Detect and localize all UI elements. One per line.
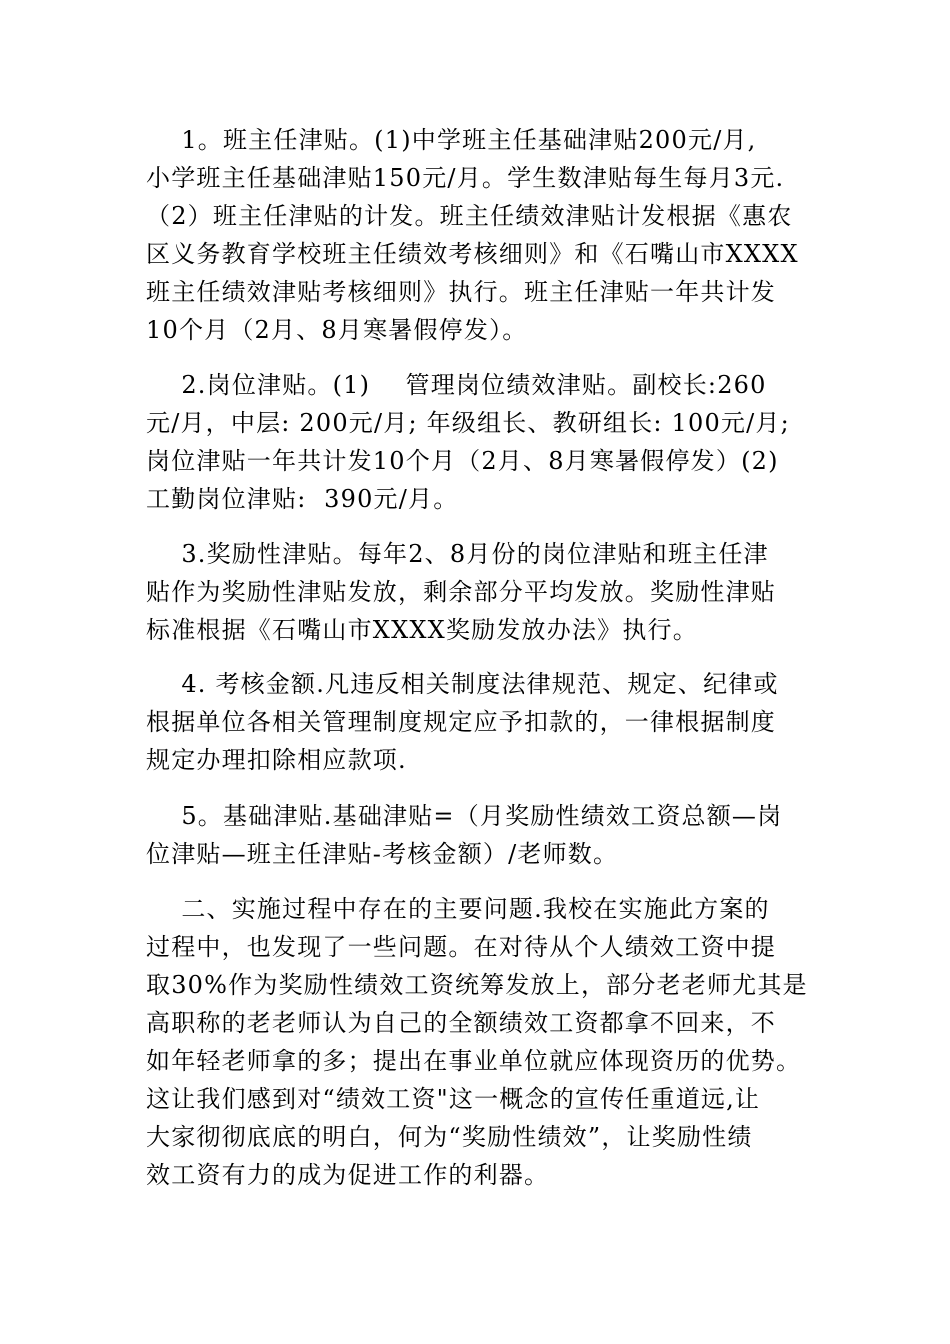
text-line: 元/月，中层: 200元/月; 年级组长、教研组长: 100元/月; bbox=[146, 409, 790, 437]
text-line: 5。基础津贴.基础津贴=（月奖励性绩效工资总额—岗 bbox=[146, 802, 783, 830]
text-line: 小学班主任基础津贴150元/月。学生数津贴每生每月3元. bbox=[146, 164, 785, 192]
text-line: 岗位津贴一年共计发10个月（2月、8月寒暑假停发）(2) bbox=[146, 447, 779, 475]
paragraph-position-allowance bbox=[146, 366, 818, 518]
text-line: 位津贴—班主任津贴-考核金额）/老师数。 bbox=[146, 840, 619, 868]
text-line: 班主任绩效津贴考核细则》执行。班主任津贴一年共计发 bbox=[146, 278, 776, 306]
text-line: 如年轻老师拿的多；提出在事业单位就应体现资历的优势。 bbox=[146, 1047, 802, 1075]
text-line: 取30%作为奖励性绩效工资统筹发放上，部分老老师尤其是 bbox=[146, 971, 808, 999]
text-line: 区义务教育学校班主任绩效考核细则》和《石嘴山市XXXX bbox=[146, 240, 799, 268]
text-line: 这让我们感到对“绩效工资"这一概念的宣传任重道远,让 bbox=[146, 1085, 761, 1113]
paragraph-assessment-amount bbox=[146, 665, 818, 779]
text-line: 工勤岗位津贴: 390元/月。 bbox=[146, 485, 459, 513]
paragraph-incentive-allowance bbox=[146, 535, 818, 649]
text-line: 大家彻彻底底的明白，何为“奖励性绩效”，让奖励性绩 bbox=[146, 1123, 753, 1151]
text-line: 规定办理扣除相应款项. bbox=[146, 746, 407, 774]
text-line: 根据单位各相关管理制度规定应予扣款的，一律根据制度 bbox=[146, 708, 776, 736]
paragraph-basic-allowance bbox=[146, 797, 818, 873]
text-line: 效工资有力的成为促进工作的利器。 bbox=[146, 1161, 550, 1189]
text-line: 3.奖励性津贴。每年2、8月份的岗位津贴和班主任津 bbox=[146, 540, 769, 568]
text-line: （2）班主任津贴的计发。班主任绩效津贴计发根据《惠农 bbox=[146, 202, 793, 230]
text-line: 4. 考核金额.凡违反相关制度法律规范、规定、纪律或 bbox=[146, 670, 779, 698]
text-line: 二、实施过程中存在的主要问题.我校在实施此方案的 bbox=[146, 895, 770, 923]
text-line: 1。班主任津贴。(1)中学班主任基础津贴200元/月, bbox=[146, 126, 757, 154]
paragraph-class-teacher-allowance bbox=[146, 121, 818, 349]
text-line: 高职称的老老师认为自己的全额绩效工资都拿不回来，不 bbox=[146, 1009, 776, 1037]
text-line: 10个月（2月、8月寒暑假停发）。 bbox=[146, 316, 528, 344]
text-line: 贴作为奖励性津贴发放，剩余部分平均发放。奖励性津贴 bbox=[146, 578, 776, 606]
text-line: 标准根据《石嘴山市XXXX奖励发放办法》执行。 bbox=[146, 616, 698, 644]
paragraph-main-problems bbox=[146, 890, 818, 1194]
text-line: 过程中，也发现了一些问题。在对待从个人绩效工资中提 bbox=[146, 933, 776, 961]
text-line: 2.岗位津贴。(1) 管理岗位绩效津贴。副校长:260 bbox=[146, 371, 767, 399]
